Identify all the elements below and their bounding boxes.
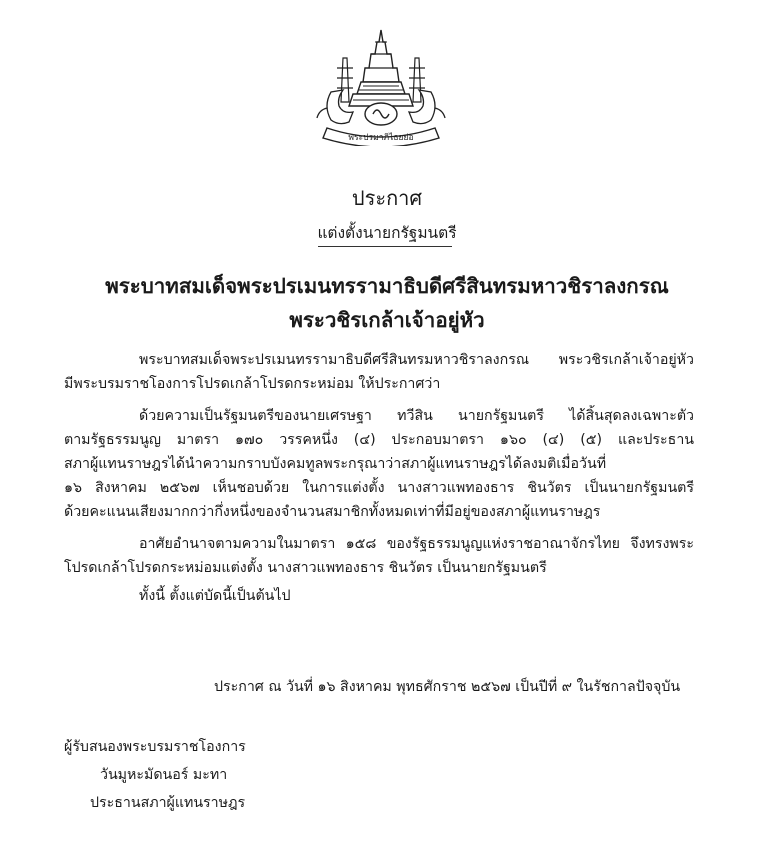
body-line: พระบาทสมเด็จพระปรเมนทรรามาธิบดีศรีสินทรมหาวชิราลงกรณ พระวชิรเกล้าเจ้าอยู่หัว <box>139 352 694 368</box>
body-line: ๑๖ สิงหาคม ๒๕๖๗ เห็นชอบด้วย ในการแต่งตั้ง นางสาวแพทองธาร ชินวัตร เป็นนายกรัฐมนตรี <box>64 480 694 496</box>
body-line: ทั้งนี้ ตั้งแต่บัดนี้เป็นต้นไป <box>139 588 291 604</box>
body-line: ตามรัฐธรรมนูญ มาตรา ๑๗๐ วรรคหนึ่ง (๔) ประกอบมาตรา ๑๖๐ (๔) (๕) และประธาน <box>64 432 694 448</box>
emblem-ribbon-text: พระปรมาภิไธยย่อ <box>348 133 414 143</box>
announcement-body <box>64 348 694 608</box>
title-underline <box>318 246 452 247</box>
announcement-title: ประกาศ <box>351 186 423 210</box>
countersign-position: ประธานสภาผู้แทนราษฎร <box>90 795 246 811</box>
dateline: ประกาศ ณ วันที่ ๑๖ สิงหาคม พุทธศักราช ๒๕๖๗ เป็นปีที่ ๙ ในรัชกาลปัจจุบัน <box>214 679 681 695</box>
royal-emblem-icon <box>313 28 449 146</box>
body-line: มีพระบรมราชโองการโปรดเกล้าโปรดกระหม่อม ให้ประกาศว่า <box>64 376 441 392</box>
body-line: โปรดเกล้าโปรดกระหม่อมแต่งตั้ง นางสาวแพทองธาร ชินวัตร เป็นนายกรัฐมนตรี <box>64 560 547 576</box>
body-line: สภาผู้แทนราษฎรได้นำความกราบบังคมทูลพระกรุณาว่าสภาผู้แทนราษฎรได้ลงมติเมื่อวันที่ <box>64 456 607 472</box>
body-line: ด้วยความเป็นรัฐมนตรีของนายเศรษฐา ทวีสิน นายกรัฐมนตรี ได้สิ้นสุดลงเฉพาะตัว <box>139 408 694 424</box>
announcement-subtitle: แต่งตั้งนายกรัฐมนตรี <box>317 224 457 242</box>
countersign-name: วันมูหะมัดนอร์ มะทา <box>100 767 228 783</box>
king-name-line-2: พระวชิรเกล้าเจ้าอยู่หัว <box>289 308 485 332</box>
body-line: อาศัยอำนาจตามความในมาตรา ๑๕๘ ของรัฐธรรมนูญแห่งราชอาณาจักรไทย จึงทรงพระ <box>139 536 694 552</box>
body-line: ด้วยคะแนนเสียงมากกว่ากึ่งหนึ่งของจำนวนสมาชิกทั้งหมดเท่าที่มีอยู่ของสภาผู้แทนราษฎร <box>64 504 601 520</box>
countersign-title: ผู้รับสนองพระบรมราชโองการ <box>64 739 246 755</box>
king-name-line-1: พระบาทสมเด็จพระปรเมนทรรามาธิบดีศรีสินทรมหาวชิราลงกรณ <box>105 274 669 298</box>
